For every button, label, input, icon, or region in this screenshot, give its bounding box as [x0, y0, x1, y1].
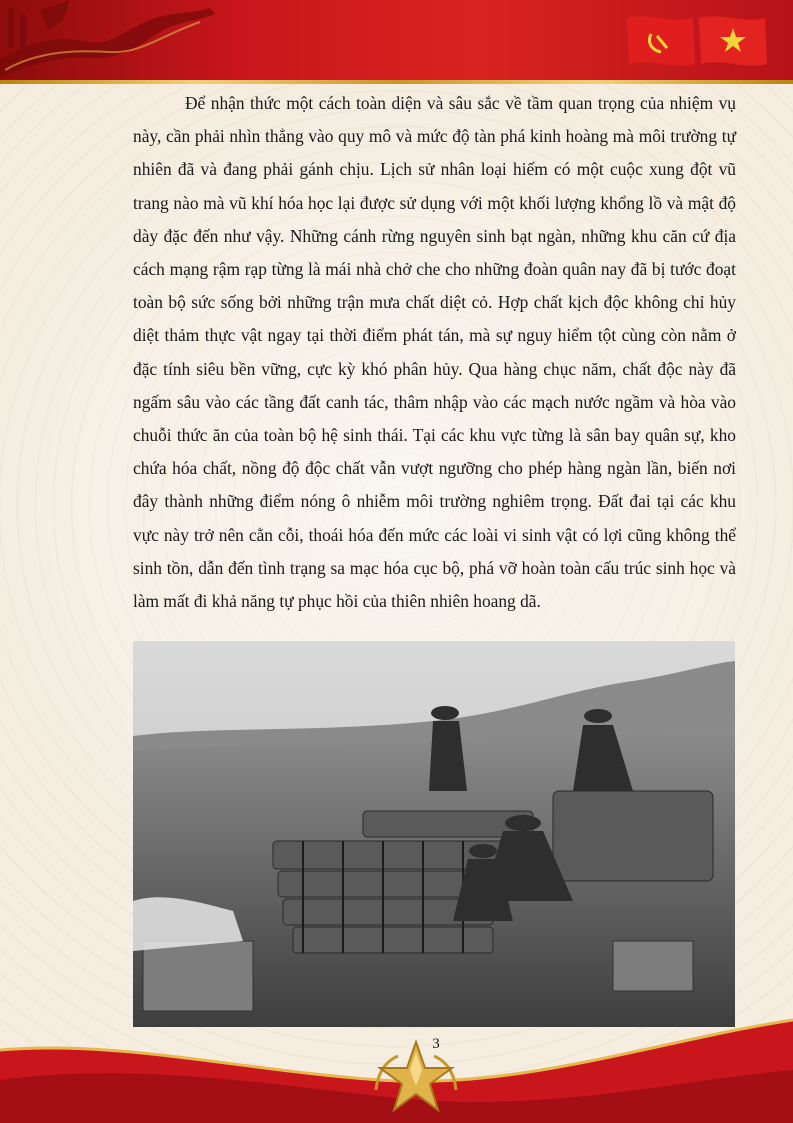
historical-photo [133, 641, 735, 1027]
star-flag-icon [699, 16, 767, 65]
hammer-sickle-flag-icon [627, 16, 695, 65]
flags-group [621, 12, 771, 74]
bird-pattern-icon [0, 0, 230, 84]
header-gold-line [0, 80, 793, 84]
page-number: 3 [432, 1036, 440, 1052]
header-band [0, 0, 793, 84]
body-paragraph: Để nhận thức một cách toàn diện và sâu sắc về tầm quan trọng của nhiệm vụ này, cần phải nhìn thẳng vào quy mô và mức độ tàn phá kinh hoàng mà môi trường tự nhiên đã và đang phải gánh chịu. Lịch sử nhân loại hiếm có một cuộc xung đột vũ trang nào mà vũ khí hóa học lại được sử dụng với một khối lượng khổng lồ và mật độ dày đặc đến như vậy. Những cánh rừng nguyên sinh bạt ngàn, những khu căn cứ địa cách mạng rậm rạp từng là mái nhà chở che cho những đoàn quân nay đã bị tước đoạt toàn bộ sức sống bởi những trận mưa chất diệt cỏ. Hợp chất kịch độc không chỉ hủy diệt thảm thực vật ngay tại thời điểm phát tán, mà sự nguy hiểm tột cùng còn nằm ở đặc tính siêu bền vững, cực kỳ khó phân hủy. Qua hàng chục năm, chất độc này đã ngấm sâu vào các tầng đất canh tác, thâm nhập vào các mạch nước ngầm và hòa vào chuỗi thức ăn của toàn bộ hệ sinh thái. Tại các khu vực từng là sân bay quân sự, kho chứa hóa chất, nồng độ độc chất vẫn vượt ngưỡng cho phép hàng ngàn lần, biến nơi đây thành những điểm nóng ô nhiễm môi trường nghiêm trọng. Đất đai tại các khu vực này trở nên cằn cỗi, thoái hóa đến mức các loài vi sinh vật có lợi cũng không thể sinh tồn, dẫn đến tình trạng sa mạc hóa cục bộ, phá vỡ hoàn toàn cấu trúc sinh học và làm mất đi khả năng tự phục hồi của thiên nhiên hoang dã. [133, 93, 736, 612]
